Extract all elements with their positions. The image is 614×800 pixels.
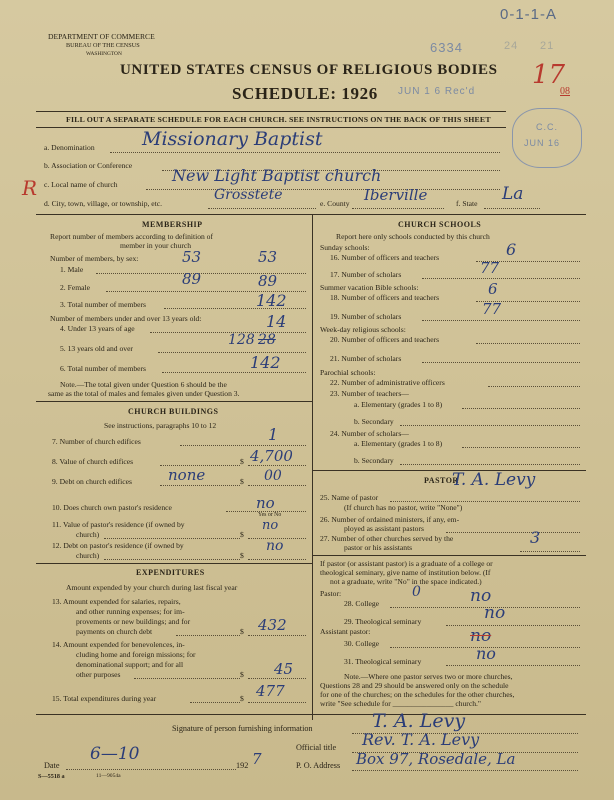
- pastor-note-line2: Questions 28 and 29 should be answered only on the schedule: [320, 681, 509, 690]
- q12-value[interactable]: no: [266, 538, 284, 554]
- membership-note-line1: Note.—The total given under Question 6 should be the: [60, 380, 227, 389]
- q2-label: 2. Female: [60, 283, 90, 292]
- q13-dollar: $: [240, 627, 244, 636]
- q15-dollar: $: [240, 694, 244, 703]
- red-annotation-sub: 08: [560, 86, 570, 97]
- form-title: UNITED STATES CENSUS OF RELIGIOUS BODIES: [120, 62, 498, 78]
- q2-value[interactable]: 89: [182, 270, 202, 288]
- year-label: 192: [236, 761, 249, 770]
- date-value[interactable]: 6—10: [90, 744, 140, 764]
- q9-amount[interactable]: 00: [264, 468, 282, 484]
- q19-value[interactable]: 77: [482, 300, 502, 318]
- q12-label-line2: church): [76, 551, 100, 560]
- q27-value[interactable]: 3: [530, 528, 541, 547]
- q13-value[interactable]: 432: [258, 616, 287, 634]
- q15-label: 15. Total expenditures during year: [52, 694, 157, 703]
- q28-red-mark: 0: [412, 584, 421, 600]
- q18-value[interactable]: 6: [488, 280, 498, 298]
- q25-hint: (If church has no pastor, write "None"): [344, 503, 463, 512]
- q7-value[interactable]: 1: [268, 425, 279, 444]
- q1-value[interactable]: 53: [182, 248, 202, 266]
- county-label: e. County: [320, 199, 350, 208]
- stamp-number: 6334: [430, 40, 463, 55]
- q23b-label: b. Secondary: [354, 417, 394, 426]
- q14-dollar: $: [240, 670, 244, 679]
- pastor-note-line1: Note.—Where one pastor serves two or more churches,: [344, 672, 513, 681]
- q14-label-line1: 14. Amount expended for benevolences, in-: [52, 640, 185, 649]
- q31-value[interactable]: no: [476, 644, 496, 663]
- stamp-extra-1: 24: [504, 40, 519, 52]
- q24-label: 24. Number of scholars—: [330, 429, 409, 438]
- q16-label: 16. Number of officers and teachers: [330, 253, 440, 262]
- q8-dollar: $: [240, 457, 244, 466]
- stamp-extra-2: 21: [540, 40, 555, 52]
- q30-label: 30. College: [344, 639, 380, 648]
- expenditures-intro: Amount expended by your church during last fiscal year: [66, 583, 238, 592]
- q11-dollar: $: [240, 530, 244, 539]
- q8-label: 8. Value of church edifices: [52, 457, 134, 466]
- q15-value[interactable]: 477: [256, 682, 285, 700]
- received-stamp: JUN 1 6 Rec'd: [398, 86, 476, 97]
- q14-value[interactable]: 45: [274, 660, 294, 678]
- grad-note-line1: If pastor (or assistant pastor) is a graduate of a college or: [320, 559, 493, 568]
- q14-label-line4: other purposes: [76, 670, 121, 679]
- cc-stamp-label: C.C.: [536, 122, 558, 132]
- form-number: S—5518 a: [38, 773, 65, 780]
- q1-label: 1. Male: [60, 265, 84, 274]
- q8-value[interactable]: 4,700: [250, 447, 293, 465]
- q26-label-line2: ployed as assistant pastors: [344, 524, 424, 533]
- q28-value[interactable]: no: [470, 586, 492, 606]
- membership-note-line2: same as the total of males and females given under Question 3.: [48, 389, 240, 398]
- buildings-heading: CHURCH BUILDINGS: [128, 407, 219, 416]
- pastor-note-line4: write "See schedule for ________________ church.": [320, 699, 481, 708]
- q10-hint: Yes or No: [258, 512, 282, 518]
- signature-value[interactable]: T. A. Levy: [372, 710, 466, 732]
- address-value[interactable]: Box 97, Rosedale, La: [356, 750, 516, 768]
- q5-struck-value: 28: [258, 332, 276, 348]
- q5-value[interactable]: 128: [228, 332, 255, 348]
- q9-value[interactable]: none: [168, 466, 206, 484]
- buildings-intro: See instructions, paragraphs 10 to 12: [104, 421, 217, 430]
- q9-label: 9. Debt on church edifices: [52, 477, 132, 486]
- parochial-label: Parochial schools:: [320, 368, 376, 377]
- schedule-title: SCHEDULE: 1926: [232, 84, 378, 103]
- sunday-label: Sunday schools:: [320, 243, 370, 252]
- date-label: Date: [44, 761, 60, 770]
- state-label: f. State: [456, 199, 478, 208]
- q27-label-line1: 27. Number of other churches served by the: [320, 534, 454, 543]
- age-head-label: Number of members under and over 13 years old:: [50, 314, 202, 323]
- q14-label-line2: cluding home and foreign missions; for: [76, 650, 196, 659]
- pastor-heading: PASTOR: [424, 476, 459, 485]
- q6-value[interactable]: 142: [250, 353, 281, 372]
- q12-label-line1: 12. Debt on pastor's residence (if owned by: [52, 541, 184, 550]
- q24b-label: b. Secondary: [354, 456, 394, 465]
- q3-label: 3. Total number of members: [60, 300, 147, 309]
- membership-heading: MEMBERSHIP: [142, 220, 203, 229]
- association-label: b. Association or Conference: [44, 161, 133, 170]
- expenditures-heading: EXPENDITURES: [136, 568, 205, 577]
- instructions-bar: FILL OUT A SEPARATE SCHEDULE FOR EACH CHURCH. SEE INSTRUCTIONS ON THE BACK OF THIS SHEET: [66, 115, 491, 124]
- pastor-label: Pastor:: [320, 589, 342, 598]
- q13-label-line2: and other running expenses; for im-: [76, 607, 185, 616]
- grad-note-line3: not a graduate, write "No" in the space indicated.): [330, 577, 482, 586]
- q23a-label: a. Elementary (grades 1 to 8): [354, 400, 443, 409]
- schools-intro: Report here only schools conducted by this church: [336, 232, 490, 241]
- summer-label: Summer vacation Bible schools:: [320, 283, 419, 292]
- q29-value[interactable]: no: [484, 603, 506, 623]
- signature-label: Signature of person furnishing information: [172, 724, 313, 733]
- q29-label: 29. Theological seminary: [344, 617, 422, 626]
- local-name-value[interactable]: New Light Baptist church: [172, 166, 382, 185]
- official-title-label: Official title: [296, 743, 337, 752]
- form-code: 0-1-1-A: [500, 6, 558, 23]
- q20-label: 20. Number of officers and teachers: [330, 335, 440, 344]
- bureau-label: BUREAU OF THE CENSUS: [66, 42, 140, 49]
- address-label: P. O. Address: [296, 761, 341, 770]
- denomination-value[interactable]: Missionary Baptist: [142, 128, 323, 150]
- assistant-pastor-label: Assistant pastor:: [320, 627, 371, 636]
- q30-value[interactable]: no: [470, 626, 492, 646]
- margin-mark: R: [22, 176, 38, 200]
- membership-intro-line2: member in your church: [120, 241, 192, 250]
- q14-label-line3: denominational support; and for all: [76, 660, 184, 669]
- q22-label: 22. Number of administrative officers: [330, 378, 445, 387]
- denomination-label: a. Denomination: [44, 143, 95, 152]
- q17-value[interactable]: 77: [480, 259, 500, 277]
- q6-label: 6. Total number of members: [60, 364, 147, 373]
- state-value[interactable]: La: [502, 184, 524, 204]
- schools-heading: CHURCH SCHOOLS: [398, 220, 482, 229]
- q19-label: 19. Number of scholars: [330, 312, 402, 321]
- red-annotation-number: 17: [532, 60, 566, 90]
- county-value[interactable]: Iberville: [364, 186, 428, 204]
- q31-label: 31. Theological seminary: [344, 657, 422, 666]
- weekday-label: Week-day religious schools:: [320, 325, 406, 334]
- q11-label-line1: 11. Value of pastor's residence (if owned by: [52, 520, 185, 529]
- q10-value[interactable]: no: [256, 494, 275, 512]
- q25-value[interactable]: T. A. Levy: [452, 470, 536, 490]
- q27-label-line2: pastor or his assistants: [344, 543, 413, 552]
- q13-label-line3: provements or new buildings; and for: [76, 617, 191, 626]
- q23-label: 23. Number of teachers—: [330, 389, 409, 398]
- city-value[interactable]: Grosstete: [214, 187, 283, 203]
- city-label: WASHINGTON: [86, 51, 122, 57]
- city-label-field: d. City, town, village, or township, etc.: [44, 199, 163, 208]
- q24a-label: a. Elementary (grades 1 to 8): [354, 439, 443, 448]
- q1-tally: 53: [258, 248, 278, 266]
- official-title-value[interactable]: Rev. T. A. Levy: [362, 730, 480, 749]
- q5-label: 5. 13 years old and over: [60, 344, 133, 353]
- department-label: DEPARTMENT OF COMMERCE: [48, 32, 155, 41]
- q16-value[interactable]: 6: [506, 240, 517, 259]
- year-value[interactable]: 7: [252, 750, 262, 768]
- q7-label: 7. Number of church edifices: [52, 437, 141, 446]
- q10-label: 10. Does church own pastor's residence: [52, 503, 172, 512]
- q12-dollar: $: [240, 551, 244, 560]
- q3-value[interactable]: 142: [256, 291, 287, 310]
- by-sex-label: Number of members, by sex:: [50, 254, 139, 263]
- q18-label: 18. Number of officers and teachers: [330, 293, 440, 302]
- q11-label-line2: church): [76, 530, 100, 539]
- q21-label: 21. Number of scholars: [330, 354, 402, 363]
- q17-label: 17. Number of scholars: [330, 270, 402, 279]
- local-name-label: c. Local name of church: [44, 180, 118, 189]
- pastor-note-line3: for one of the churches; on the schedules for the other churches,: [320, 690, 515, 699]
- q28-label: 28. College: [344, 599, 380, 608]
- membership-intro-line1: Report number of members according to definition of: [50, 232, 214, 241]
- q25-label: 25. Name of pastor: [320, 493, 379, 502]
- q9-dollar: $: [240, 477, 244, 486]
- print-number: 11—9054a: [96, 773, 121, 779]
- q13-label-line1: 13. Amount expended for salaries, repairs,: [52, 597, 181, 606]
- q4-label: 4. Under 13 years of age: [60, 324, 135, 333]
- q4-value[interactable]: 14: [266, 312, 287, 331]
- q13-label-line4: payments on church debt: [76, 627, 153, 636]
- cc-stamp-date: JUN 16: [524, 138, 561, 148]
- grad-note-line2: theological seminary, give name of institution below. (If: [320, 568, 491, 577]
- q11-value[interactable]: no: [262, 518, 279, 533]
- q26-label-line1: 26. Number of ordained ministers, if any, em-: [320, 515, 460, 524]
- q2-tally: 89: [258, 272, 278, 290]
